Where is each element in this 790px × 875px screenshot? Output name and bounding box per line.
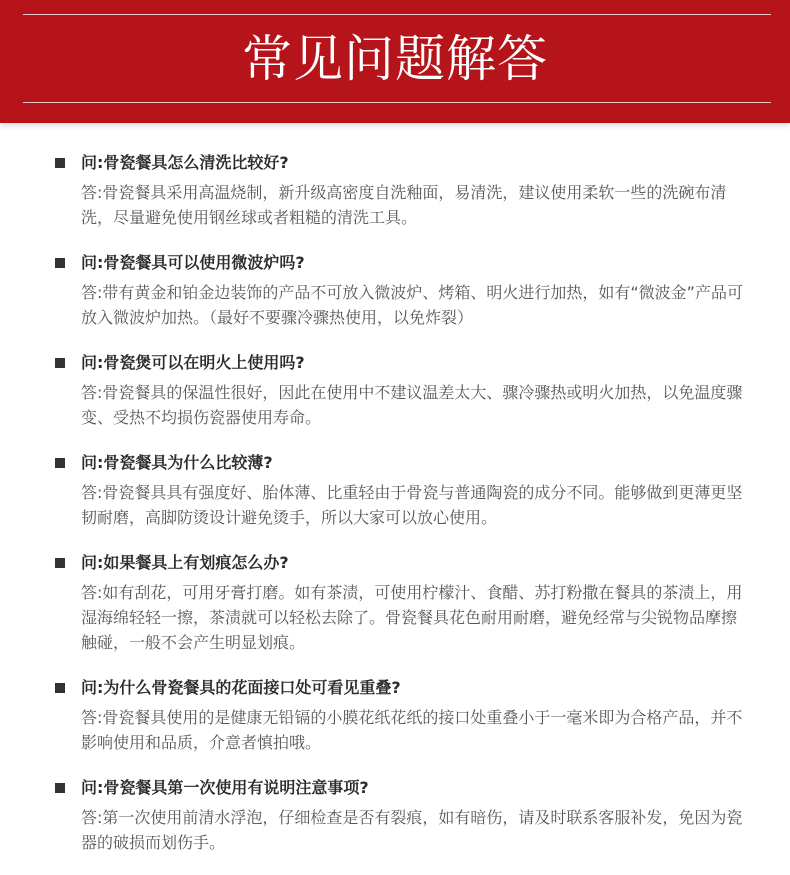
faq-question-text: 问:骨瓷餐具可以使用微波炉吗?	[81, 253, 305, 272]
faq-question-text: 问:如果餐具上有划痕怎么办?	[81, 553, 289, 572]
square-bullet-icon	[55, 358, 65, 368]
faq-answer: 答:骨瓷餐具使用的是健康无铅镉的小膜花纸花纸的接口处重叠小于一毫米即为合格产品，并不影响使用和品质，介意者慎拍哦。	[81, 708, 743, 752]
faq-item	[54, 350, 744, 430]
faq-question-text: 问:骨瓷煲可以在明火上使用吗?	[81, 353, 305, 372]
faq-list	[54, 150, 744, 875]
square-bullet-icon	[55, 158, 65, 168]
faq-question-text: 问:骨瓷餐具为什么比较薄?	[81, 453, 273, 472]
faq-question	[54, 250, 744, 276]
square-bullet-icon	[55, 458, 65, 468]
page-title: 常见问题解答	[242, 30, 548, 88]
faq-question	[54, 675, 744, 701]
faq-question-text: 问:为什么骨瓷餐具的花面接口处可看见重叠?	[81, 678, 401, 697]
faq-answer: 答:骨瓷餐具采用高温烧制，新升级高密度自洗釉面，易清洗，建议使用柔软一些的洗碗布清洗，尽量避免使用钢丝球或者粗糙的清洗工具。	[81, 183, 727, 227]
faq-question-text: 问:骨瓷餐具怎么清洗比较好?	[81, 153, 289, 172]
faq-item	[54, 250, 744, 330]
faq-question-text: 问:骨瓷餐具第一次使用有说明注意事项?	[81, 778, 369, 797]
faq-question	[54, 450, 744, 476]
header-banner	[0, 0, 790, 123]
faq-item	[54, 675, 744, 755]
faq-answer: 答:骨瓷餐具的保温性很好，因此在使用中不建议温差太大、骤冷骤热或明火加热，以免温度骤变、受热不均损伤瓷器使用寿命。	[81, 383, 743, 427]
faq-item	[54, 450, 744, 530]
square-bullet-icon	[55, 558, 65, 568]
faq-item	[54, 775, 744, 855]
faq-answer: 答:第一次使用前清水浮泡，仔细检查是否有裂痕，如有暗伤，请及时联系客服补发，免因为瓷器的破损而划伤手。	[81, 808, 743, 852]
header-bottom-rule	[23, 102, 771, 103]
square-bullet-icon	[55, 683, 65, 693]
faq-question	[54, 775, 744, 801]
faq-question	[54, 150, 744, 176]
faq-answer: 答:如有刮花，可用牙膏打磨。如有茶渍，可使用柠檬汁、食醋、苏打粉撒在餐具的茶渍上，用湿海绵轻轻一擦，茶渍就可以轻松去除了。骨瓷餐具花色耐用耐磨，避免经常与尖锐物品摩擦触碰，一般不会产生明显划痕。	[81, 583, 743, 652]
faq-item	[54, 150, 744, 230]
faq-answer: 答:骨瓷餐具具有强度好、胎体薄、比重轻由于骨瓷与普通陶瓷的成分不同。能够做到更薄更坚韧耐磨，高脚防烫设计避免烫手，所以大家可以放心使用。	[81, 483, 743, 527]
square-bullet-icon	[55, 783, 65, 793]
faq-question	[54, 550, 744, 576]
faq-question	[54, 350, 744, 376]
square-bullet-icon	[55, 258, 65, 268]
header-top-rule	[23, 14, 771, 15]
faq-item	[54, 550, 744, 655]
faq-answer: 答:带有黄金和铂金边装饰的产品不可放入微波炉、烤箱、明火进行加热，如有“微波金”产品可放入微波炉加热。（最好不要骤冷骤热使用，以免炸裂）	[81, 283, 743, 327]
